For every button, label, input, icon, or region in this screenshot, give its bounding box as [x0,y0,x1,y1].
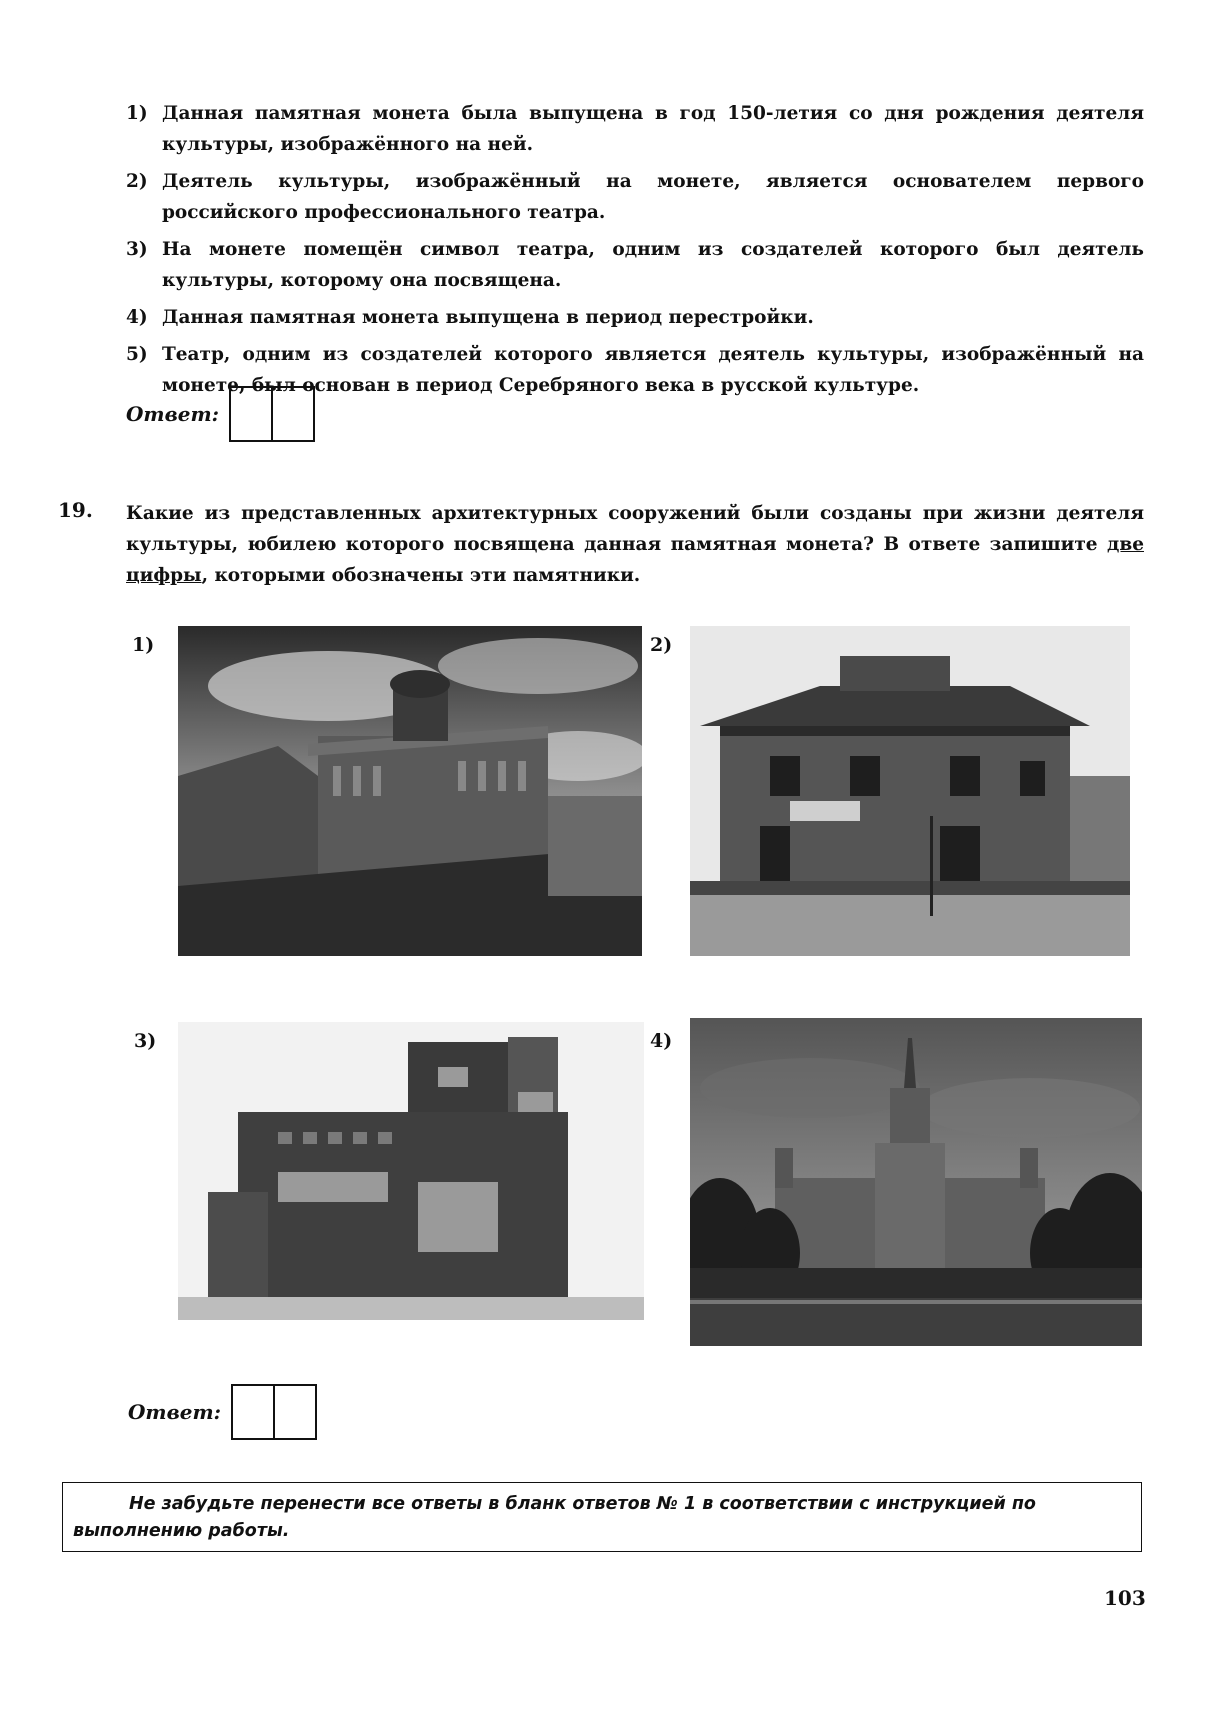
constructivist-building-photo [178,1022,644,1320]
statement-number: 4) [126,307,148,328]
answer-digit-box[interactable] [273,1386,315,1438]
page-number: 103 [1104,1586,1146,1610]
question-text-part1: Какие из представленных архитектурных сооружений были созданы при жизни деятеля культуры, юбилею которого посвящена данная памятная монета? В ответе запишите [126,503,1144,555]
image-number-2: 2) [650,634,673,656]
answer-boxes [231,1384,317,1440]
answer-digit-box[interactable] [233,1386,273,1438]
transfer-answers-notice [62,1482,1142,1552]
answer-boxes [229,386,315,442]
statement-item [126,98,1144,160]
question-text-emphasis: две цифры [126,534,1144,586]
image-number-3: 3) [134,1030,157,1052]
statement-number: 3) [126,239,148,260]
statement-text: Театр, одним из создателей которого является деятель культуры, изображённый на монете, был основан в период Серебряного века в русской культуре. [162,344,1144,396]
answer-label: Ответ: [128,1400,221,1424]
statement-item [126,302,1144,333]
answer-label: Ответ: [126,402,219,426]
statement-item [126,234,1144,296]
notice-line-1: Не забудьте перенести все ответы в бланк ответов № 1 в соответствии с инструкцией по [129,1494,1036,1514]
statement-item [126,166,1144,228]
question-text [126,498,1144,591]
answer-block-18 [126,386,315,442]
statement-list [126,98,1144,407]
statement-number: 2) [126,171,148,192]
university-tower-photo [690,1018,1142,1346]
answer-digit-box[interactable] [271,388,313,440]
image-number-4: 4) [650,1030,673,1052]
statement-text: Данная памятная монета была выпущена в год 150-летия со дня рождения деятеля культуры, изображённого на ней. [162,103,1144,155]
statement-text: Данная памятная монета выпущена в период перестройки. [162,307,814,328]
image-number-1: 1) [132,634,155,656]
statement-text: На монете помещён символ театра, одним из создателей которого был деятель культуры, которому она посвящена. [162,239,1144,291]
statement-number: 1) [126,103,148,124]
answer-digit-box[interactable] [231,388,271,440]
classical-building-photo [178,626,642,956]
notice-line-2: выполнению работы. [73,1521,290,1541]
question-text-part2: , которыми обозначены эти памятники. [201,565,641,586]
answer-block-19 [128,1384,317,1440]
statement-number: 5) [126,344,148,365]
mansion-photo [690,626,1130,956]
statement-text: Деятель культуры, изображённый на монете, является основателем первого российского профессионального театра. [162,171,1144,223]
question-number: 19. [58,498,93,522]
